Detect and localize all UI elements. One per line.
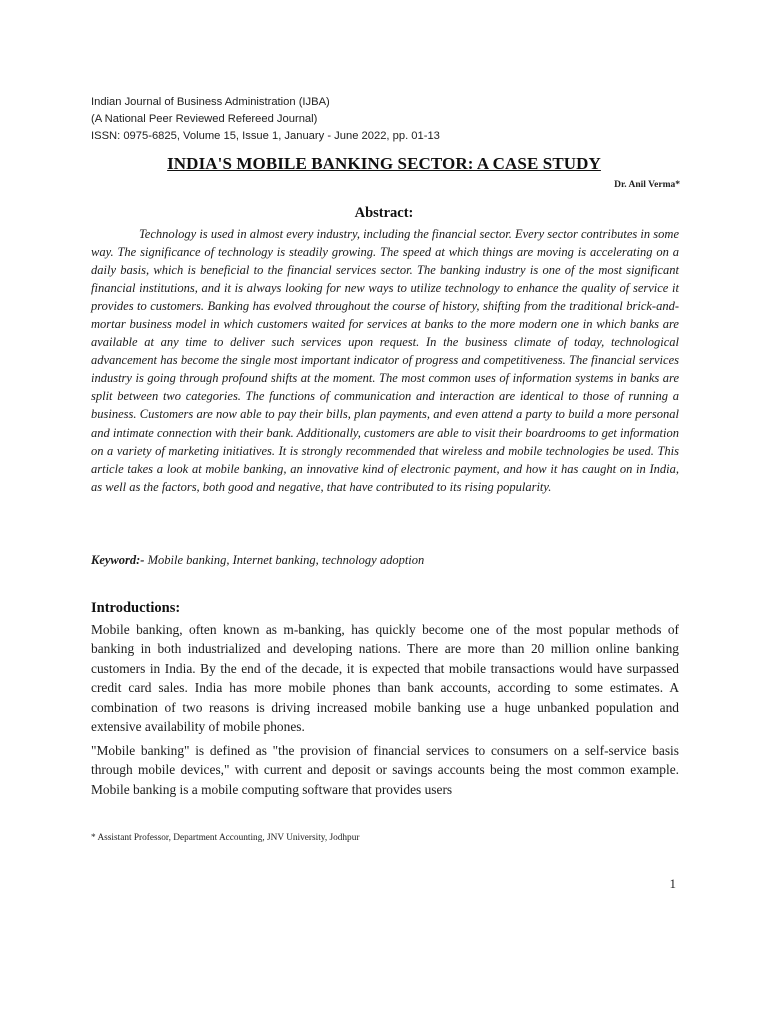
journal-subtitle: (A National Peer Reviewed Refereed Journal)	[91, 113, 318, 125]
journal-name: Indian Journal of Business Administration (IJBA)	[91, 96, 330, 108]
keywords-line	[91, 553, 424, 568]
keywords-text: Mobile banking, Internet banking, technology adoption	[144, 553, 425, 567]
paper-title: INDIA'S MOBILE BANKING SECTOR: A CASE STUDY	[167, 154, 601, 173]
introduction-paragraph-2: "Mobile banking" is defined as "the provision of financial services to consumers on a self-service basis through mobile devices," with current and deposit or savings accounts being the most common example. Mobile banking is a mobile computing software that provides users	[91, 743, 679, 797]
journal-header	[91, 94, 440, 145]
keywords-label: Keyword:-	[91, 553, 145, 567]
abstract-body: Technology is used in almost every industry, including the financial sector. Every sector contributes in some way. The significance of technology is steadily growing. The speed at which things are moving is accelerating on a daily basis, which is beneficial to the financial services sector. The banking industry is one of the most significant financial institutions, and it is always looking for new ways to utilize technology to enhance the quality of service it provides to customers. Banking has evolved throughout the course of history, shifting from the traditional brick-and-mortar business model in which customers waited for services at banks to the more modern one in which banks are available at any time to deliver such services upon request. In the business climate of today, technological advancement has become the single most important indicator of progress and competitiveness. The financial services industry is going through profound shifts at the moment. The most common uses of information systems in banks are split between two categories. The functions of communication and interaction are identical to those of running a business. Customers are now able to pay their bills, plan payments, and even attend a party to build a more personal and intimate connection with their bank. Additionally, customers are able to visit their boardrooms to get information on a variety of marketing initiatives. It is strongly recommended that wireless and mobile technologies be used. This article takes a look at mobile banking, an innovative kind of electronic payment, and how it has caught on in India, as well as the factors, both good and negative, that have contributed to its rising popularity.	[91, 227, 679, 494]
abstract-heading: Abstract:	[354, 205, 414, 221]
author-name: Dr. Anil Verma*	[614, 180, 680, 190]
introduction-paragraph-1: Mobile banking, often known as m-banking, has quickly become one of the most popular methods of banking in both industrialized and developing nations. There are more than 20 million online banking customers in India. By the end of the decade, it is expected that mobile transactions would have surpassed credit card sales. India has more mobile phones than bank accounts, according to some estimates. A combination of two reasons is driving increased mobile banking use a huge unbanked population and extensive availability of mobile phones.	[91, 622, 679, 735]
journal-issn: ISSN: 0975-6825, Volume 15, Issue 1, January - June 2022, pp. 01-13	[91, 130, 440, 142]
page-number: 1	[669, 876, 676, 891]
introduction-heading: Introductions:	[91, 600, 181, 616]
author-footnote: * Assistant Professor, Department Accounting, JNV University, Jodhpur	[91, 833, 360, 843]
